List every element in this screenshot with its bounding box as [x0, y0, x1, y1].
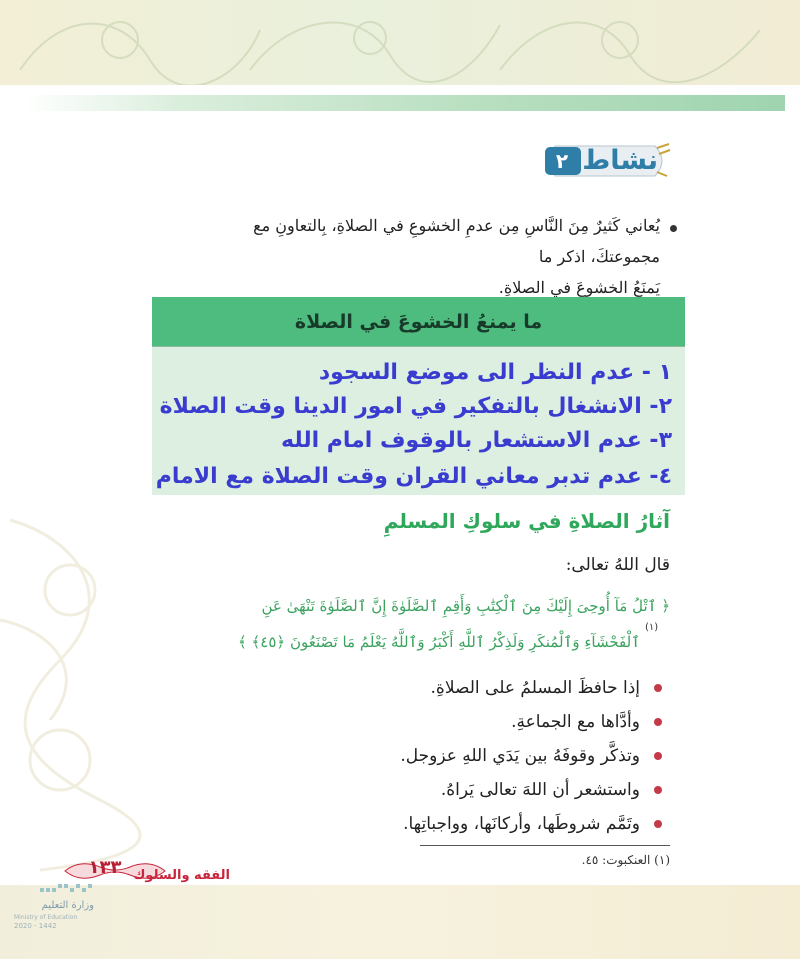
answer-item: ٢- الانشغال بالتفكير في امور الدينا وقت الصلاة — [159, 394, 672, 419]
bullet-icon — [654, 786, 662, 794]
section-title: آثارُ الصلاةِ في سلوكِ المسلمِ — [383, 509, 670, 533]
verse-line-2: ٱلْفَحْشَآءِ وَٱلْمُنكَرِ وَلَذِكْرُ ٱللَّهِ أَكْبَرُ وَٱللَّهُ يَعْلَمُ مَا تَصْنَعُونَ ﴿٤٥﴾ ﴾ — [237, 633, 640, 651]
condition-item: إذا حافظَ المسلمُ على الصلاةِ. — [430, 678, 640, 698]
bullet-icon — [654, 820, 662, 828]
table-title: ما يمنعُ الخشوعَ في الصلاة — [294, 311, 543, 333]
side-ornament — [0, 500, 150, 880]
page-number: ١٣٣ — [88, 857, 122, 878]
verse-line-1: ﴿ ٱتْلُ مَآ أُوحِىَ إِلَيْكَ مِنَ ٱلْكِتَٰبِ وَأَقِمِ ٱلصَّلَوٰةَ إِنَّ ٱلصَّلَوٰةَ تَنْهَىٰ عَنِ — [261, 597, 670, 615]
header-ornament-band — [0, 0, 800, 85]
bullet-icon — [654, 752, 662, 760]
condition-item: واستشعر أن اللهَ تعالى يَراهُ. — [440, 780, 640, 800]
footnote-marker: (١) — [645, 622, 659, 633]
instructions-line-2: يَمنَعُ الخشوعَ في الصلاةِ. — [498, 278, 660, 297]
activity-number: ٢ — [555, 149, 569, 173]
answer-item: ١ - عدم النظر الى موضع السجود — [318, 360, 672, 385]
ornament-pattern — [0, 0, 800, 85]
condition-item: وتَمَّم شروطَها، وأركانَها، وواجباتِها. — [403, 814, 640, 834]
condition-item: وأدَّاها مع الجماعةِ. — [511, 712, 640, 732]
activity-label: نشاط — [582, 145, 658, 176]
bullet-icon — [654, 718, 662, 726]
header-green-stripe — [25, 95, 785, 111]
condition-item: وتذكَّر وقوفَهُ بين يَدَي اللهِ عزوجل. — [400, 746, 640, 766]
ministry-english-name: Ministry of Education — [14, 914, 78, 921]
ministry-logo-icon — [40, 880, 100, 896]
footer-band — [0, 885, 800, 959]
book-title: الفقه والسلوك — [133, 868, 230, 883]
bullet-icon — [654, 684, 662, 692]
footnote: (١) العنكبوت: ٤٥. — [581, 853, 670, 867]
answer-item: ٣- عدم الاستشعار بالوقوف امام الله — [281, 428, 672, 453]
ministry-name: وزارة التعليم — [41, 900, 94, 911]
instructions-line-1: يُعاني كَثيرٌ مِنَ النَّاسِ مِن عدمِ الخشوعِ في الصلاةِ، بِالتعاونِ مع مجموعتكَ، اذكر ما — [253, 216, 660, 266]
ministry-year: 2020 - 1442 — [14, 922, 57, 930]
footnote-divider — [420, 845, 670, 846]
bullet-icon — [670, 225, 677, 232]
quote-intro: قال اللهُ تعالى: — [565, 555, 670, 575]
activity-instructions — [180, 210, 660, 303]
answer-item: ٤- عدم تدبر معاني القران وقت الصلاة مع الامام — [155, 464, 672, 489]
